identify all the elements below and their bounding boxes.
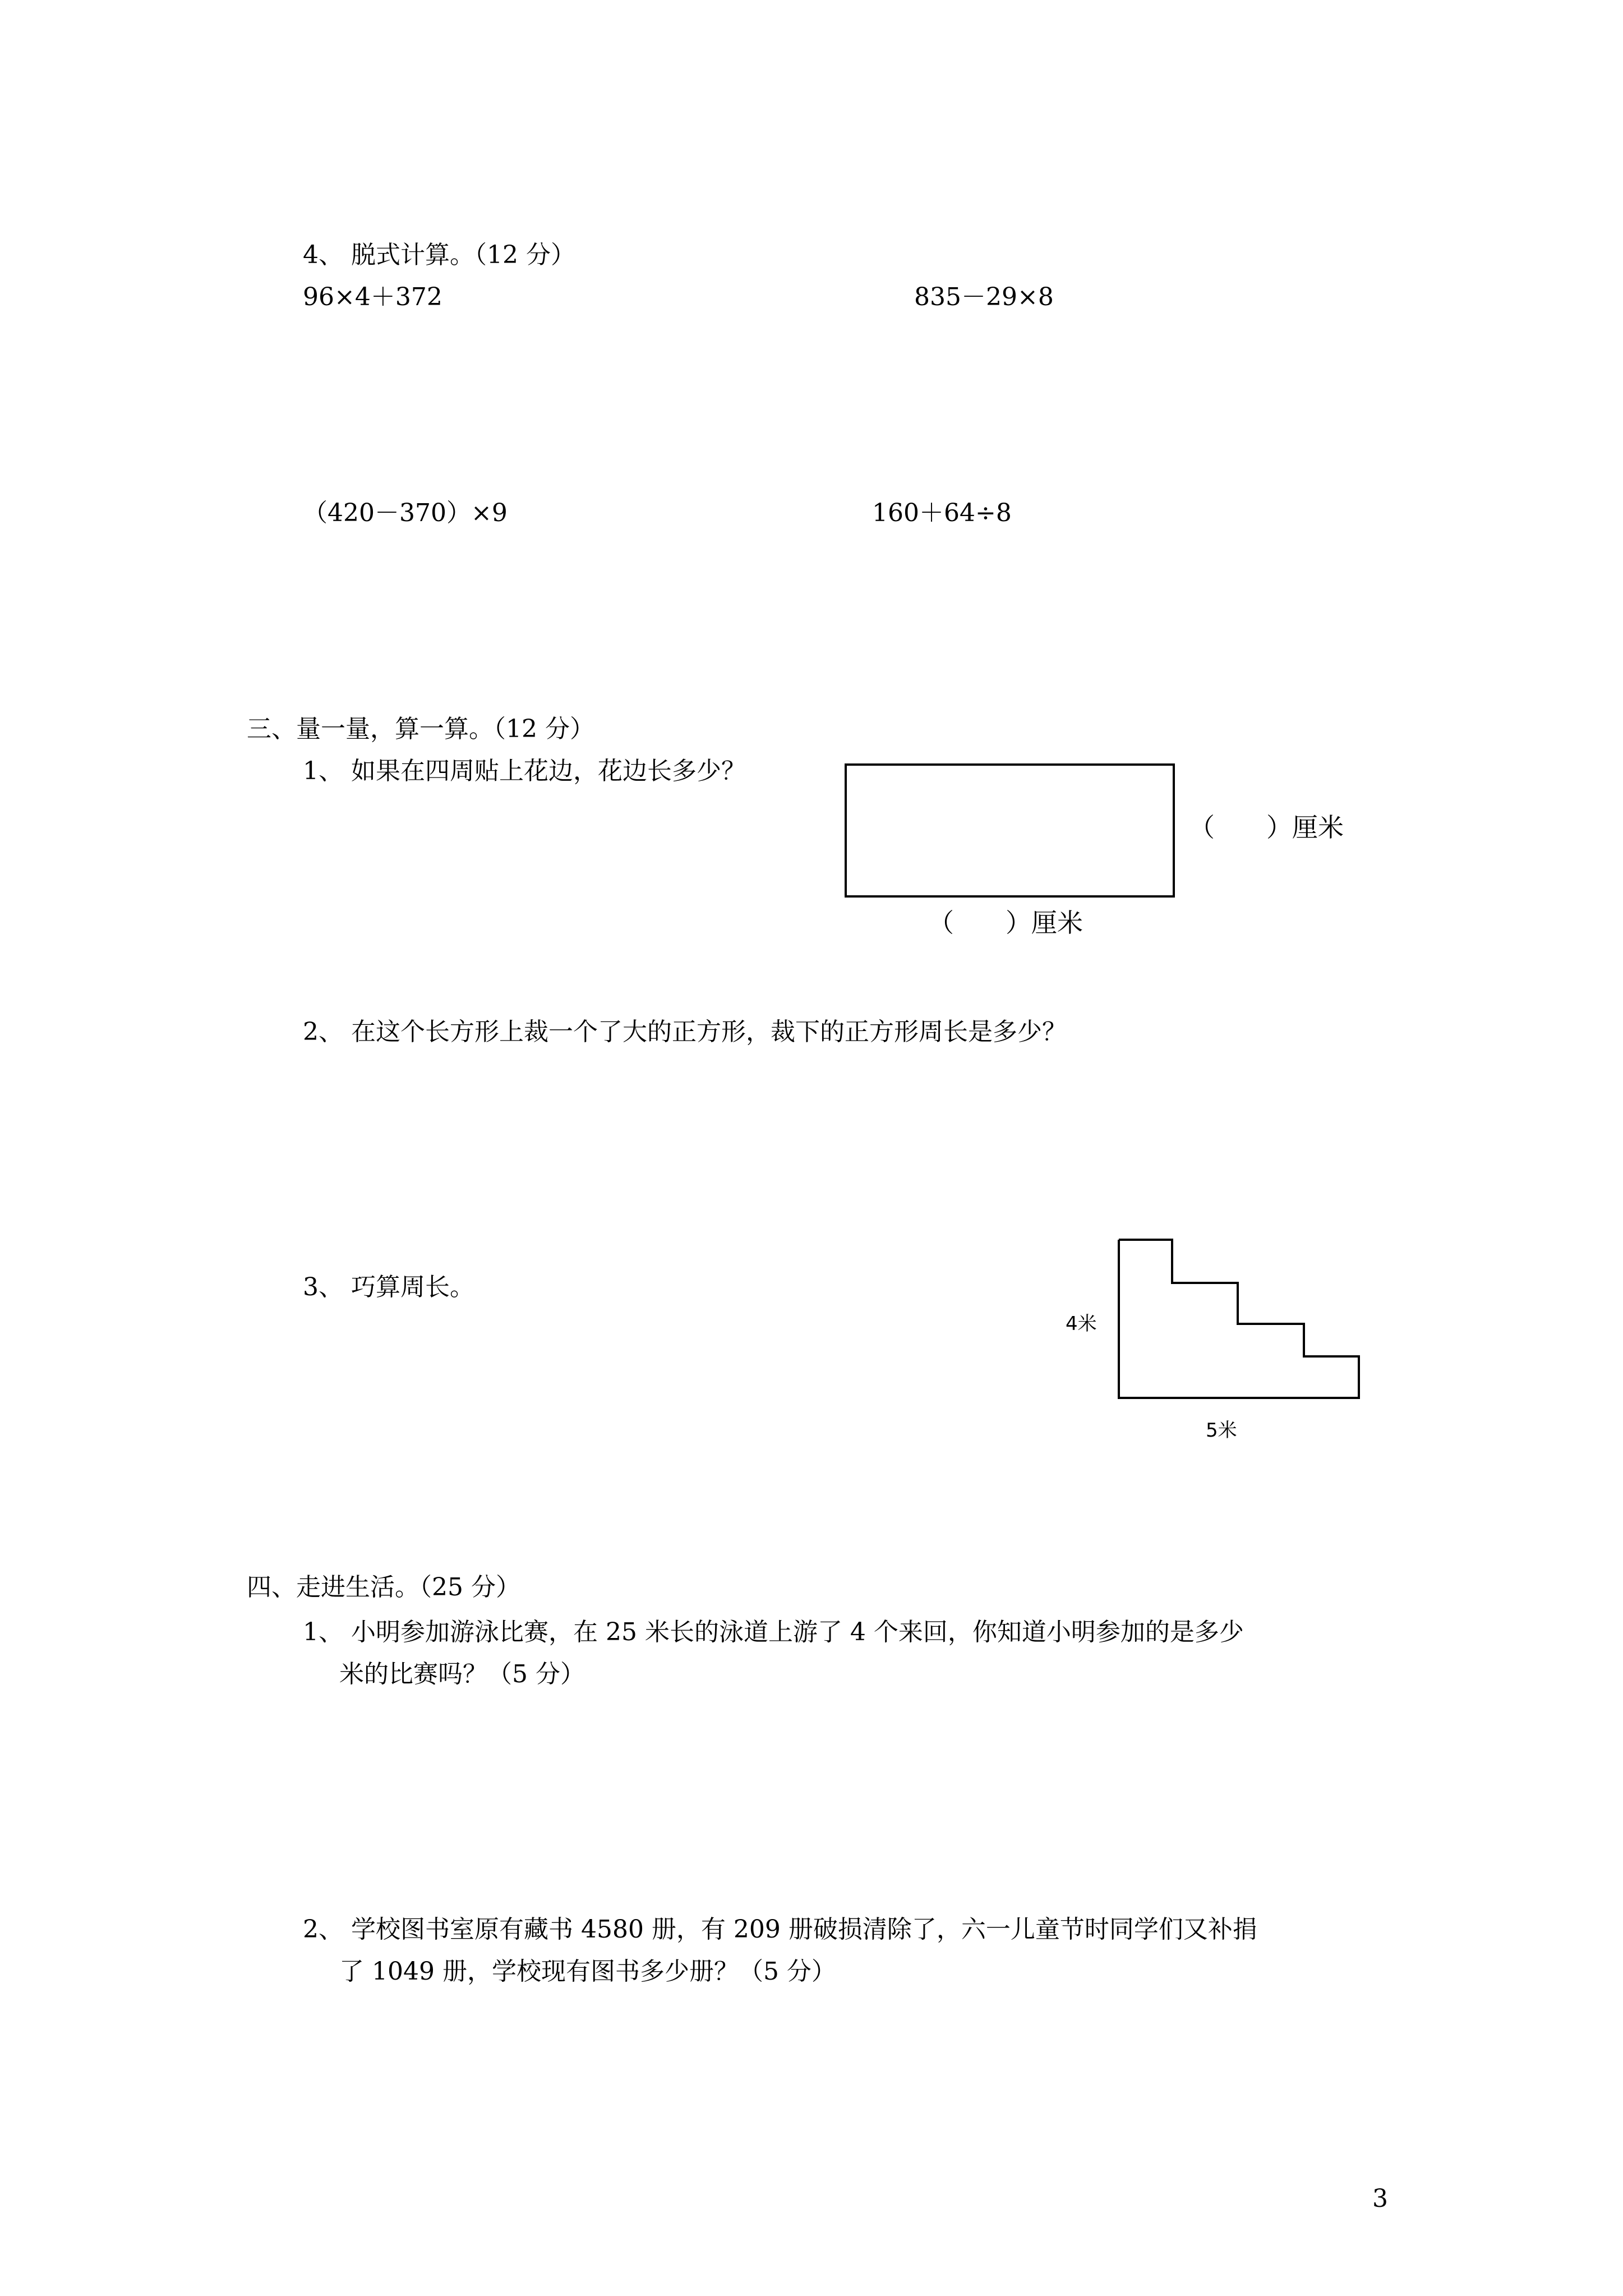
staircase-width-label: 5米 — [1206, 1419, 1237, 1442]
calc-question-title: 4、 脱式计算。（12 分） — [303, 241, 575, 269]
staircase-figure — [1113, 1237, 1366, 1405]
calc-expression-2: 835－29×8 — [914, 283, 1054, 311]
staircase-height-label: 4米 — [1066, 1313, 1097, 1335]
measure-question-3: 3、 巧算周长。 — [303, 1273, 474, 1301]
life-question-2-line-2: 了 1049 册，学校现有图书多少册？（5 分） — [339, 1957, 836, 1986]
rectangle-figure — [841, 760, 1178, 900]
calc-expression-3: （420－370）×9 — [303, 499, 508, 527]
page-number: 3 — [1372, 2184, 1388, 2213]
life-question-2-line-1: 2、 学校图书室原有藏书 4580 册，有 209 册破损清除了，六一儿童节时同学们又补捐 — [303, 1915, 1257, 1944]
calc-expression-1: 96×4＋372 — [303, 283, 442, 311]
calc-expression-4: 160＋64÷8 — [872, 499, 1012, 527]
life-question-1-line-1: 1、 小明参加游泳比赛，在 25 米长的泳道上游了 4 个来回，你知道小明参加的是多少 — [303, 1618, 1244, 1646]
measure-question-1: 1、 如果在四周贴上花边，花边长多少？ — [303, 757, 746, 785]
measure-question-2: 2、 在这个长方形上裁一个了大的正方形，裁下的正方形周长是多少？ — [303, 1018, 1067, 1046]
section-four-heading: 四、走进生活。（25 分） — [247, 1573, 520, 1602]
life-question-1-line-2: 米的比赛吗？（5 分） — [339, 1660, 585, 1688]
rectangle-length-label: （ ）厘米 — [928, 908, 1083, 938]
rectangle-width-label: （ ）厘米 — [1189, 812, 1344, 843]
section-three-heading: 三、量一量，算一算。（12 分） — [247, 715, 594, 743]
